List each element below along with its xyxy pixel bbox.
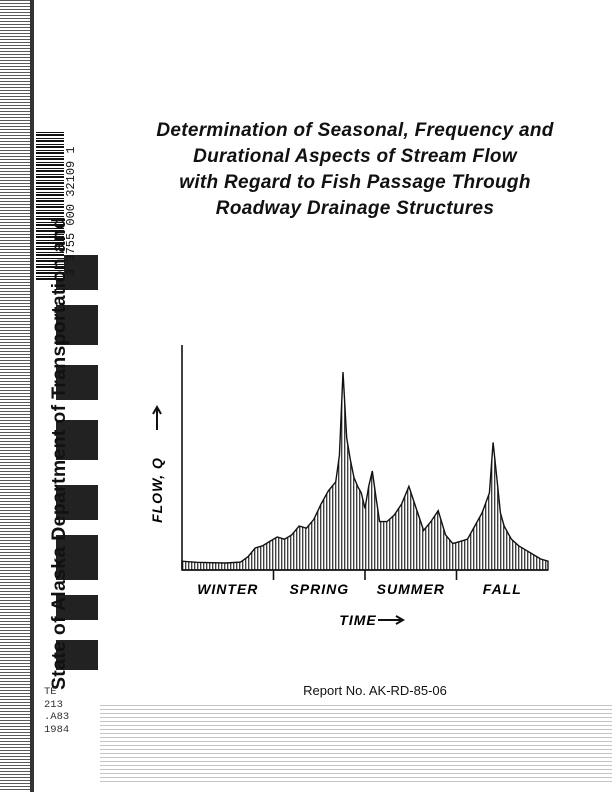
call-number-line: TE [44,686,57,698]
y-axis-label: FLOW, Q [149,457,165,523]
report-number: Report No. AK-RD-85-06 [303,683,447,698]
title-line: with Regard to Fish Passage Through [179,172,531,193]
flow-area [182,372,548,570]
x-axis-label: TIME [339,612,377,628]
call-number-line: 213 [44,698,63,711]
call-number-line: 1984 [44,723,70,736]
bottom-rules [100,705,612,785]
call-number-line: .A83 [44,711,70,723]
season-label: SUMMER [376,581,445,597]
flow-chart [140,340,560,640]
x-arrow-icon [378,616,403,624]
report-title [110,118,600,222]
season-label: SPRING [289,581,350,597]
barcode-number: 3 3755 000 32109 1 [64,146,78,276]
season-label: FALL [482,581,522,597]
season-label: WINTER [197,581,259,597]
spine-edge [30,0,34,792]
title-line: Roadway Drainage Structures [215,198,495,219]
title-line: Determination of Seasonal, Frequency and [156,120,554,141]
y-arrow-icon [153,407,161,430]
call-number [44,686,69,736]
spine-title: State of Alaska Department of Transportation and [48,216,70,690]
spine [0,0,100,792]
spine-stripes [0,0,34,792]
title-line: Durational Aspects of Stream Flow [193,146,517,167]
